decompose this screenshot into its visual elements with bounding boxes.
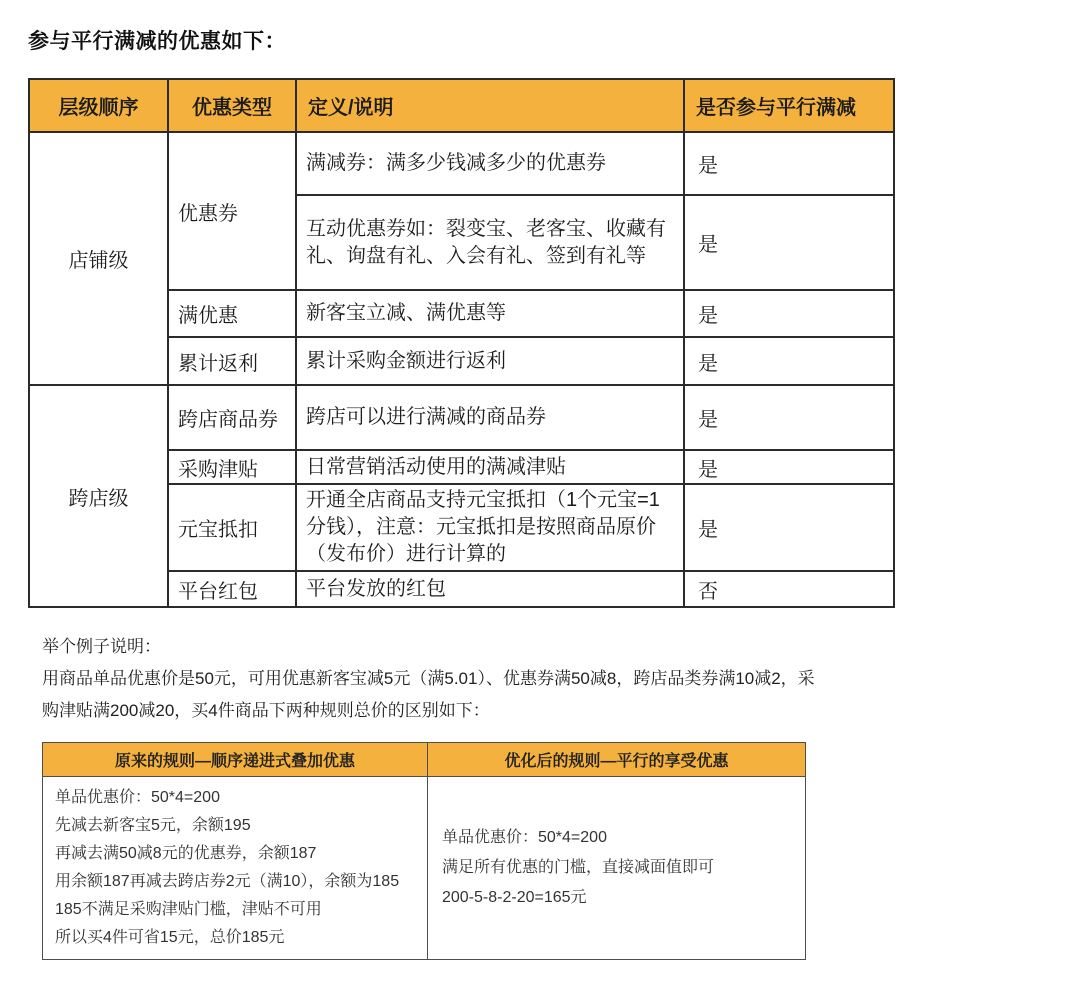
type-cell: 采购津贴 <box>168 450 296 484</box>
old-rule-cell <box>43 777 428 960</box>
parallel-discount-table <box>28 78 895 608</box>
parallel-cell: 是 <box>684 132 894 195</box>
parallel-cell: 是 <box>684 290 894 337</box>
type-cell: 跨店商品券 <box>168 385 296 450</box>
comparison-header-row <box>43 743 806 777</box>
old-rule-line: 再减去满50减8元的优惠券，余额187 <box>55 845 317 862</box>
type-cell: 元宝抵扣 <box>168 484 296 571</box>
example-paragraph: 用商品单品优惠价是50元，可用优惠新客宝减5元（满5.01）、优惠券满50减8，跨店品类券满10减2，采购津贴满200减20，买4件商品下两种规则总价的区别如下： <box>42 669 815 720</box>
new-rule-line: 200-5-8-2-20=165元 <box>442 889 587 906</box>
parallel-cell: 是 <box>684 337 894 385</box>
old-rule-line: 先减去新客宝5元，余额195 <box>55 817 251 834</box>
header-level: 层级顺序 <box>29 79 168 132</box>
example-intro: 举个例子说明： <box>42 637 161 656</box>
desc-cell: 累计采购金额进行返利 <box>296 337 684 385</box>
type-cell: 累计返利 <box>168 337 296 385</box>
desc-cell: 满减券：满多少钱减多少的优惠券 <box>296 132 684 195</box>
old-rule-line: 185不满足采购津贴门槛，津贴不可用 <box>55 901 322 918</box>
new-rule-line: 单品优惠价：50*4=200 <box>442 829 607 846</box>
example-block <box>42 631 824 727</box>
table-header-row <box>29 79 894 132</box>
type-cell: 平台红包 <box>168 571 296 607</box>
old-rule-line: 单品优惠价：50*4=200 <box>55 789 220 806</box>
desc-cell: 日常营销活动使用的满减津贴 <box>296 450 684 484</box>
desc-cell: 平台发放的红包 <box>296 571 684 607</box>
new-rule-cell <box>428 777 806 960</box>
type-cell: 满优惠 <box>168 290 296 337</box>
desc-cell: 互动优惠券如：裂变宝、老客宝、收藏有礼、询盘有礼、入会有礼、签到有礼等 <box>296 195 684 290</box>
new-rule-line: 满足所有优惠的门槛，直接减面值即可 <box>442 859 715 876</box>
header-type: 优惠类型 <box>168 79 296 132</box>
table-row <box>29 132 894 195</box>
level-cell-crossshop: 跨店级 <box>29 385 168 607</box>
old-rule-line: 用余额187再减去跨店券2元（满10），余额为185 <box>55 873 400 890</box>
new-rule-header: 优化后的规则—平行的享受优惠 <box>428 743 806 777</box>
page-title: 参与平行满减的优惠如下： <box>28 30 286 53</box>
table-row <box>29 385 894 450</box>
header-definition: 定义/说明 <box>296 79 684 132</box>
type-cell-coupon: 优惠券 <box>168 132 296 290</box>
header-parallel: 是否参与平行满减 <box>684 79 894 132</box>
parallel-cell: 是 <box>684 450 894 484</box>
parallel-cell: 是 <box>684 195 894 290</box>
old-rule-line: 所以买4件可省15元，总价185元 <box>55 929 285 946</box>
rules-comparison-table <box>42 742 806 960</box>
desc-cell: 跨店可以进行满减的商品券 <box>296 385 684 450</box>
comparison-body-row <box>43 777 806 960</box>
old-rule-header: 原来的规则—顺序递进式叠加优惠 <box>43 743 428 777</box>
parallel-cell: 是 <box>684 385 894 450</box>
level-cell-shop: 店铺级 <box>29 132 168 385</box>
parallel-cell: 是 <box>684 484 894 571</box>
desc-cell: 新客宝立减、满优惠等 <box>296 290 684 337</box>
desc-cell: 开通全店商品支持元宝抵扣（1个元宝=1分钱），注意：元宝抵扣是按照商品原价（发布价）进行计算的 <box>296 484 684 571</box>
parallel-cell: 否 <box>684 571 894 607</box>
